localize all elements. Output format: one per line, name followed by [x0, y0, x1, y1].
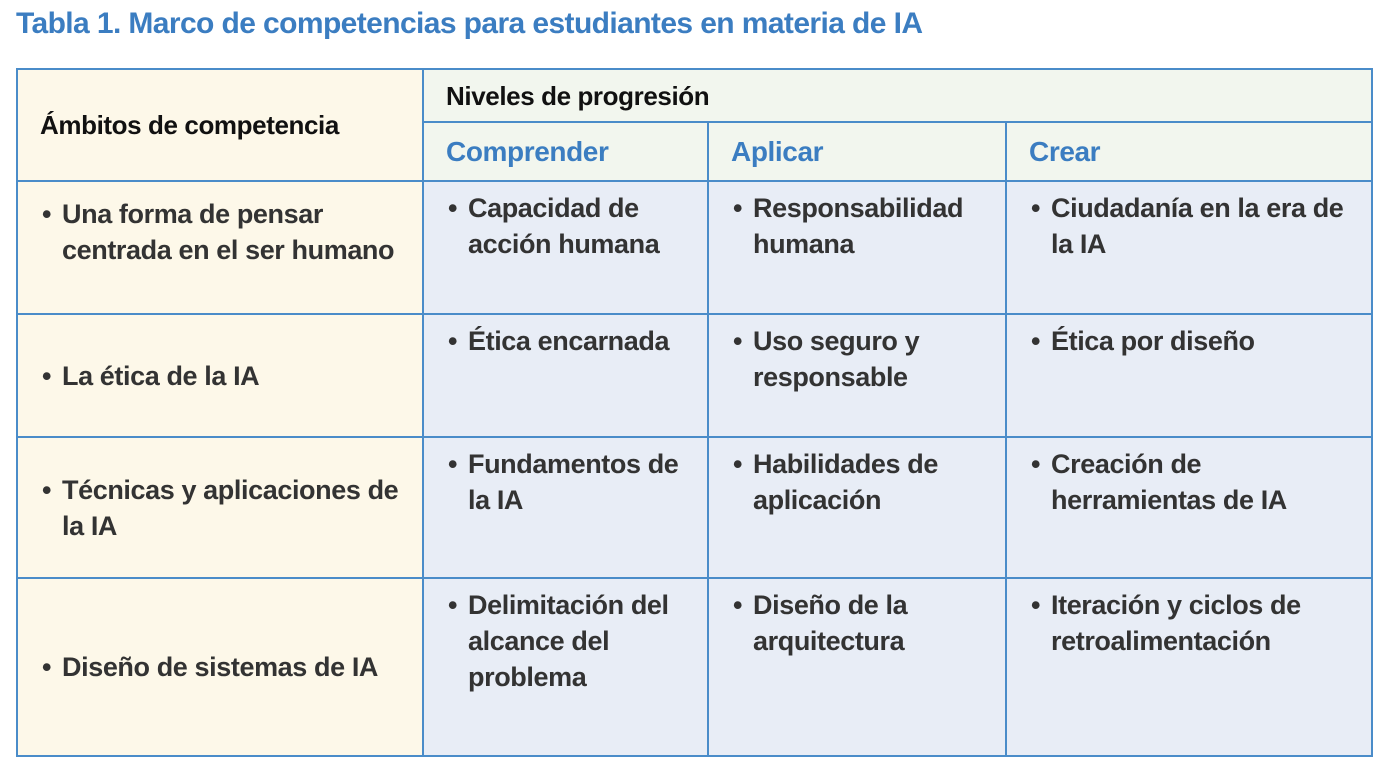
domain-text: La ética de la IA [62, 360, 260, 391]
bullet: • [1031, 193, 1041, 223]
cell-text: Ética encarnada [468, 326, 670, 356]
bullet: • [42, 199, 52, 229]
cell-text: Iteración y ciclos de retroalimentación [1051, 590, 1301, 656]
bullet: • [42, 474, 52, 505]
cell-text: Creación de herramientas de IA [1051, 449, 1287, 515]
bullet: • [42, 360, 52, 391]
table-row [17, 181, 1372, 314]
table-row [17, 314, 1372, 437]
domain-cell [17, 578, 423, 756]
bullet: • [733, 193, 743, 223]
aplicar-cell [708, 181, 1006, 314]
crear-cell [1006, 437, 1372, 578]
cell-text: Habilidades de aplicación [753, 449, 938, 515]
cell-text: Ciudadanía en la era de la IA [1051, 193, 1344, 259]
crear-cell [1006, 314, 1372, 437]
bullet: • [1031, 449, 1041, 479]
bullet: • [448, 193, 458, 223]
bullet: • [733, 449, 743, 479]
bullet: • [733, 590, 743, 620]
competency-table [16, 68, 1373, 757]
domain-cell [17, 181, 423, 314]
domain-cell [17, 437, 423, 578]
crear-cell [1006, 181, 1372, 314]
comprender-cell [423, 181, 708, 314]
header-levels: Niveles de progresión [423, 69, 1372, 122]
bullet: • [448, 449, 458, 479]
crear-cell [1006, 578, 1372, 756]
cell-text: Uso seguro y responsable [753, 326, 920, 392]
domain-cell [17, 314, 423, 437]
header-level-comprender: Comprender [423, 122, 708, 181]
cell-text: Fundamentos de la IA [468, 449, 679, 515]
aplicar-cell [708, 578, 1006, 756]
bullet: • [733, 326, 743, 356]
bullet: • [448, 326, 458, 356]
bullet: • [1031, 590, 1041, 620]
cell-text: Diseño de la arquitectura [753, 590, 908, 656]
cell-text: Delimitación del alcance del problema [468, 590, 669, 692]
bullet: • [1031, 326, 1041, 356]
domain-text: Técnicas y aplicaciones de la IA [62, 474, 399, 541]
aplicar-cell [708, 314, 1006, 437]
cell-text: Responsabilidad humana [753, 193, 964, 259]
bullet: • [448, 590, 458, 620]
header-level-aplicar: Aplicar [708, 122, 1006, 181]
comprender-cell [423, 314, 708, 437]
page-title: Tabla 1. Marco de competencias para estudiantes en materia de IA [16, 7, 923, 40]
aplicar-cell [708, 437, 1006, 578]
cell-text: Ética por diseño [1051, 326, 1255, 356]
header-domains: Ámbitos de competencia [17, 69, 423, 181]
table-row [17, 578, 1372, 756]
cell-text: Capacidad de acción humana [468, 193, 660, 259]
domain-text: Diseño de sistemas de IA [62, 652, 379, 682]
comprender-cell [423, 578, 708, 756]
comprender-cell [423, 437, 708, 578]
header-level-crear: Crear [1006, 122, 1372, 181]
domain-text: Una forma de pensar centrada en el ser humano [62, 199, 395, 265]
bullet: • [42, 652, 52, 682]
table-row [17, 437, 1372, 578]
